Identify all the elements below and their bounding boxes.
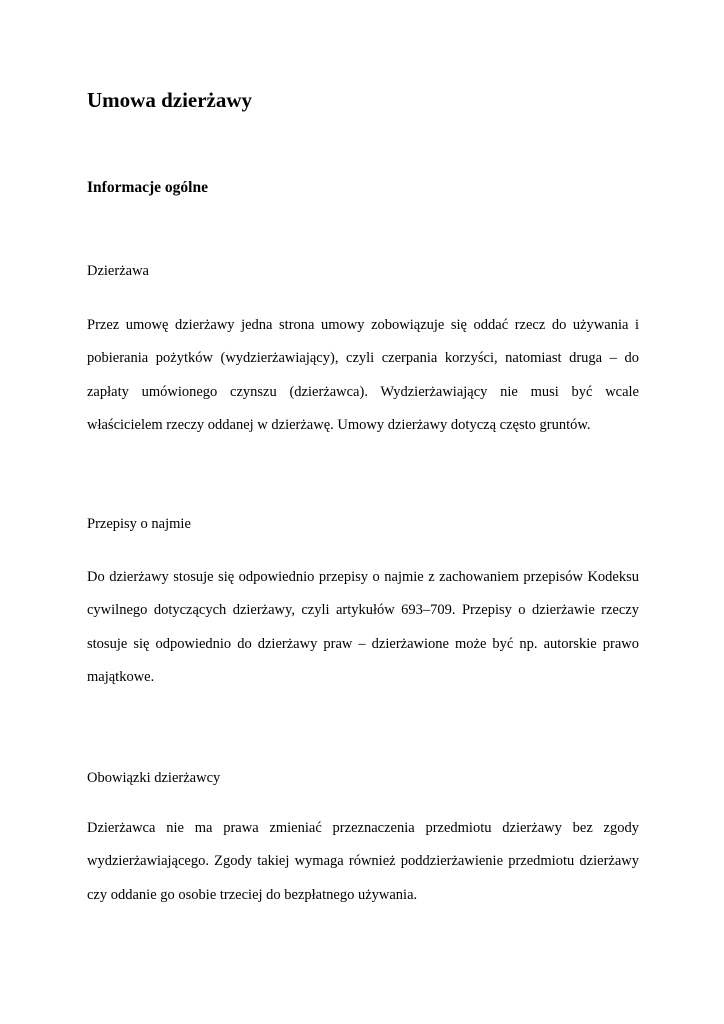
document-title: Umowa dzierżawy <box>87 88 253 112</box>
section-heading-przepisy: Przepisy o najmie <box>87 516 191 532</box>
section-heading-obowiazki: Obowiązki dzierżawcy <box>87 770 221 786</box>
section-paragraph-dzierzawa: Przez umowę dzierżawy jedna strona umowy zobowiązuje się oddać rzecz do używania i pobierania pożytków (wydzierżawiający), czyli czerpania korzyści, natomiast druga – do zapłaty umówionego czynszu (dzierżawca). Wydzierżawiający nie musi być wcale właścicielem rzeczy oddanej w dzierżawę. Umowy dzierżawy dotyczą często gruntów. <box>87 317 639 433</box>
section-paragraph-przepisy: Do dzierżawy stosuje się odpowiednio przepisy o najmie z zachowaniem przepisów Kodeksu cywilnego dotyczących dzierżawy, czyli artykułów 693–709. Przepisy o dzierżawie rzeczy stosuje się odpowiednio do dzierżawy praw – dzierżawione może być np. autorskie prawo majątkowe. <box>87 569 639 685</box>
section-heading-dzierzawa: Dzierżawa <box>87 263 149 279</box>
section-paragraph-obowiazki: Dzierżawca nie ma prawa zmieniać przeznaczenia przedmiotu dzierżawy bez zgody wydzierżawiającego. Zgody takiej wymaga również poddzierżawienie przedmiotu dzierżawy czy oddanie go osobie trzeciej do bezpłatnego używania. <box>87 820 639 903</box>
document-subtitle: Informacje ogólne <box>87 179 208 196</box>
